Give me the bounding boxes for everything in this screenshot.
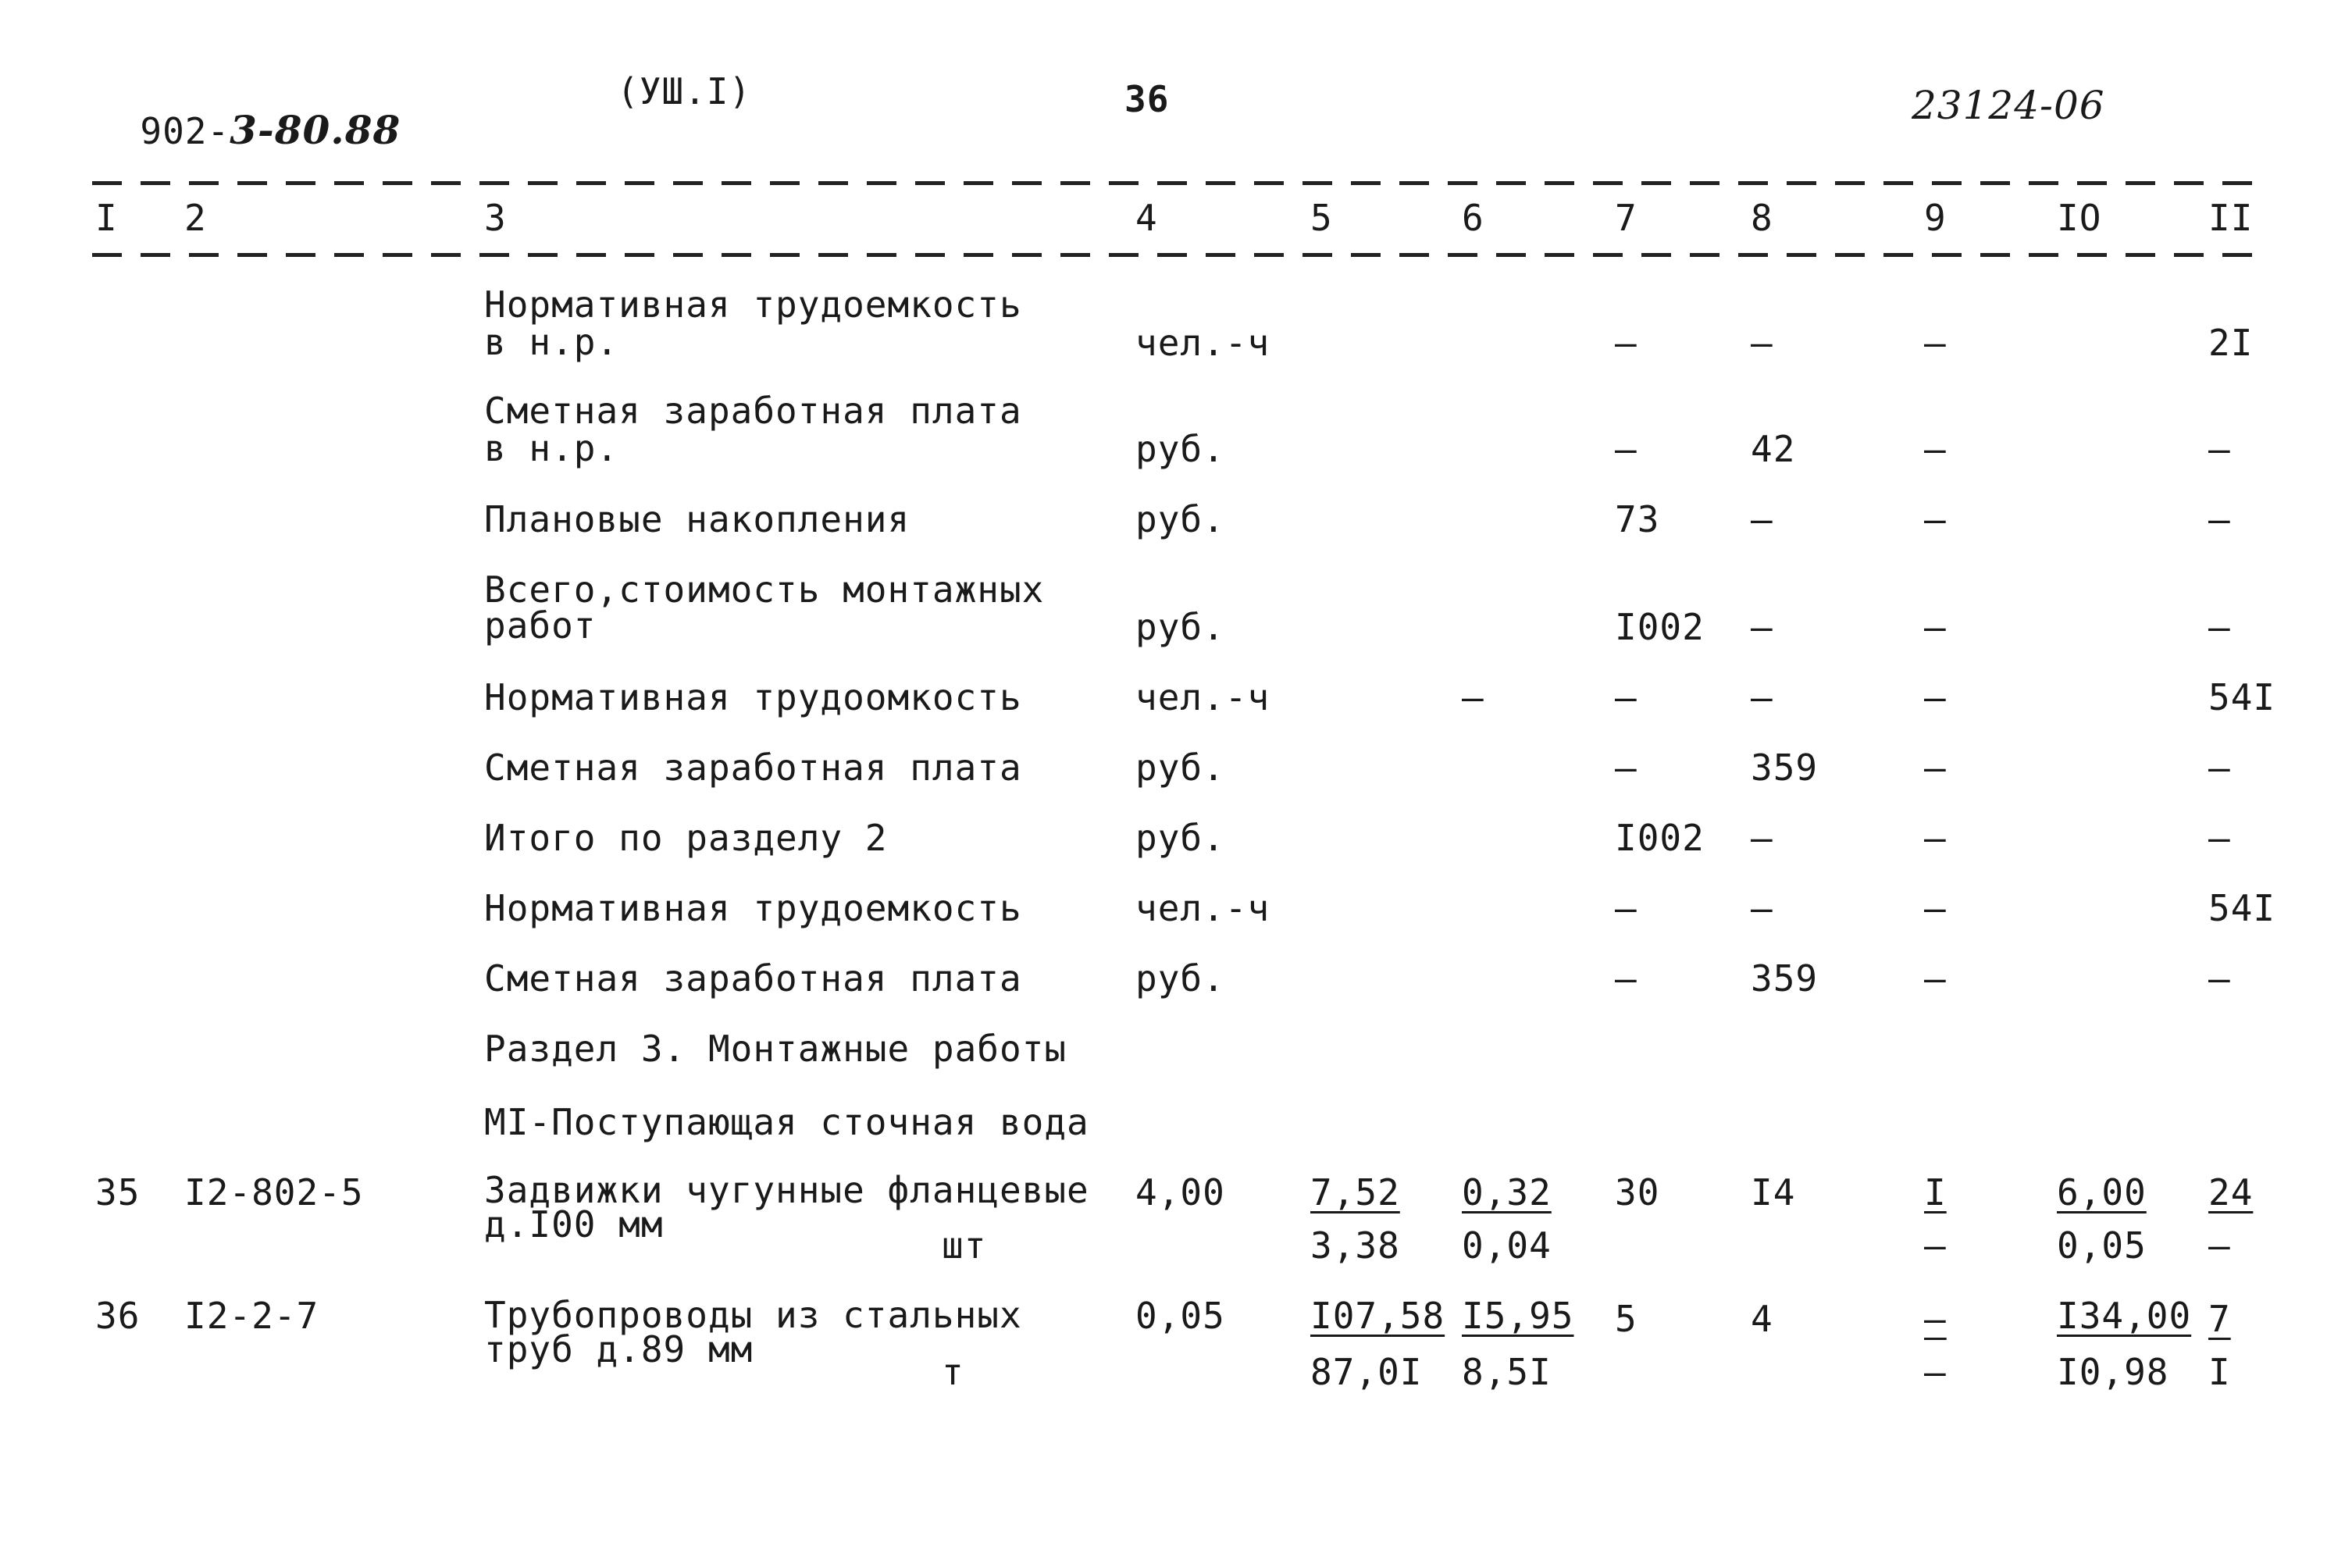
cell-col7: 73 (1615, 498, 1660, 540)
cell-col11-top: 7 (2208, 1298, 2231, 1340)
cell-col6-top: I5,95 (1462, 1295, 1574, 1337)
row-unit: чел.-ч (1135, 676, 1270, 718)
cell-col6-top: 0,32 (1462, 1171, 1552, 1213)
item-number: 35 (95, 1171, 141, 1213)
cell-col9: – (1924, 817, 1947, 859)
document-code-handwritten: 3-80.88 (230, 107, 401, 153)
subsection-title: МI-Поступающая сточная вода (484, 1101, 1089, 1143)
cell-col8: – (1751, 498, 1773, 540)
cell-col10-top: 6,00 (2057, 1171, 2147, 1213)
item-code: I2-802-5 (184, 1171, 364, 1213)
cell-col7: I002 (1615, 817, 1705, 859)
cell-col6-bottom: 8,5I (1462, 1351, 1552, 1393)
cell-col7: 5 (1615, 1298, 1637, 1340)
column-header-9: 9 (1924, 197, 1947, 239)
cell-col11: – (2208, 606, 2231, 648)
cell-col8: – (1751, 676, 1773, 718)
item-quantity: 0,05 (1135, 1295, 1225, 1337)
column-header-6: 6 (1462, 197, 1484, 239)
column-header-2: 2 (184, 197, 207, 239)
column-header-7: 7 (1615, 197, 1637, 239)
item-quantity: 4,00 (1135, 1171, 1225, 1213)
cell-col7: 30 (1615, 1171, 1660, 1213)
column-header-3: 3 (484, 197, 507, 239)
cell-col9: – (1924, 957, 1947, 1000)
item-name: Трубопроводы из стальных труб д.89 мм (484, 1294, 1022, 1370)
cell-col7: – (1615, 676, 1637, 718)
row-unit: руб. (1135, 957, 1225, 1000)
cell-col8: 359 (1751, 957, 1819, 1000)
section-title: Раздел 3. Монтажные работы (484, 1028, 1067, 1070)
cell-col10-bottom: I0,98 (2057, 1351, 2169, 1393)
cell-col6-bottom: 0,04 (1462, 1224, 1552, 1267)
row-unit: чел.-ч (1135, 887, 1270, 929)
column-header-1: I (95, 197, 118, 239)
row-name: Сметная заработная плата в н.р. (484, 390, 1022, 469)
doc-number-handwritten: 23124-06 (1912, 83, 2105, 128)
column-header-10: IO (2057, 197, 2102, 239)
cell-col7: – (1615, 322, 1637, 364)
column-header-4: 4 (1135, 197, 1158, 239)
cell-col11-bottom: I (2208, 1351, 2231, 1393)
row-name: Нормативная трудоемкость (484, 887, 1022, 929)
cell-col7: I002 (1615, 606, 1705, 648)
cell-col8: – (1751, 606, 1773, 648)
cell-col11: 2I (2208, 322, 2254, 364)
cell-col9: – (1924, 606, 1947, 648)
header-bottom-rule (92, 253, 2263, 257)
document-code (95, 72, 401, 151)
page-number: 36 (1124, 78, 1170, 120)
cell-col9-top: – (1924, 1298, 1947, 1340)
row-unit: руб. (1135, 606, 1225, 648)
row-name: Нормативная трудоомкость (484, 676, 1022, 718)
cell-col8: – (1751, 887, 1773, 929)
cell-col8: 4 (1751, 1298, 1773, 1340)
cell-col11: – (2208, 747, 2231, 789)
cell-col8: I4 (1751, 1171, 1796, 1213)
item-code: I2-2-7 (184, 1295, 319, 1337)
cell-col7: – (1615, 428, 1637, 470)
cell-col11-top: 24 (2208, 1171, 2254, 1213)
cell-col8: 42 (1751, 428, 1796, 470)
cell-col5-top: 7,52 (1310, 1171, 1400, 1213)
row-unit: руб. (1135, 817, 1225, 859)
cell-col8: 359 (1751, 747, 1819, 789)
column-header-11: II (2208, 197, 2254, 239)
cell-col9-bottom: – (1924, 1224, 1947, 1267)
row-name: Сметная заработная плата (484, 957, 1022, 1000)
cell-col7: – (1615, 747, 1637, 789)
item-unit: т (942, 1351, 964, 1393)
cell-col8: – (1751, 817, 1773, 859)
cell-col11: – (2208, 428, 2231, 470)
cell-col10-bottom: 0,05 (2057, 1224, 2147, 1267)
document-code-printed: 902- (140, 110, 230, 152)
row-name: Нормативная трудоемкость в н.р. (484, 283, 1022, 363)
row-name: Всего,стоимость монтажных работ (484, 568, 1045, 647)
cell-col7: – (1615, 887, 1637, 929)
cell-col11: – (2208, 817, 2231, 859)
cell-col9: – (1924, 676, 1947, 718)
column-header-8: 8 (1751, 197, 1773, 239)
cell-col11-bottom: – (2208, 1224, 2231, 1267)
item-name: Задвижки чугунные фланцевые д.I00 мм (484, 1169, 1089, 1245)
cell-col11: – (2208, 957, 2231, 1000)
album-number: (УШ.I) (617, 70, 752, 112)
cell-col10-top: I34,00 (2057, 1295, 2192, 1337)
row-name: Плановые накопления (484, 498, 911, 540)
column-header-5: 5 (1310, 197, 1333, 239)
row-unit: руб. (1135, 498, 1225, 540)
cell-col6: – (1462, 676, 1484, 718)
cell-col8: – (1751, 322, 1773, 364)
cell-col9: – (1924, 428, 1947, 470)
item-number: 36 (95, 1295, 141, 1337)
header-top-rule (92, 181, 2263, 185)
row-unit: руб. (1135, 747, 1225, 789)
cell-col5-bottom: 87,0I (1310, 1351, 1423, 1393)
cell-col9: – (1924, 322, 1947, 364)
row-unit: чел.-ч (1135, 322, 1270, 364)
cell-col7: – (1615, 957, 1637, 1000)
cell-col9: – (1924, 747, 1947, 789)
cell-col11: 54I (2208, 676, 2276, 718)
row-name: Итого по разделу 2 (484, 817, 888, 859)
cell-col5-top: I07,58 (1310, 1295, 1445, 1337)
row-name: Сметная заработная плата (484, 747, 1022, 789)
cell-col9-top: I (1924, 1171, 1947, 1213)
cell-col9: – (1924, 498, 1947, 540)
cell-col9-bottom: – (1924, 1351, 1947, 1393)
cell-col9: – (1924, 887, 1947, 929)
row-unit: руб. (1135, 428, 1225, 470)
item-unit: шт (942, 1224, 987, 1267)
cell-col11: – (2208, 498, 2231, 540)
cell-col11: 54I (2208, 887, 2276, 929)
cell-col5-bottom: 3,38 (1310, 1224, 1400, 1267)
